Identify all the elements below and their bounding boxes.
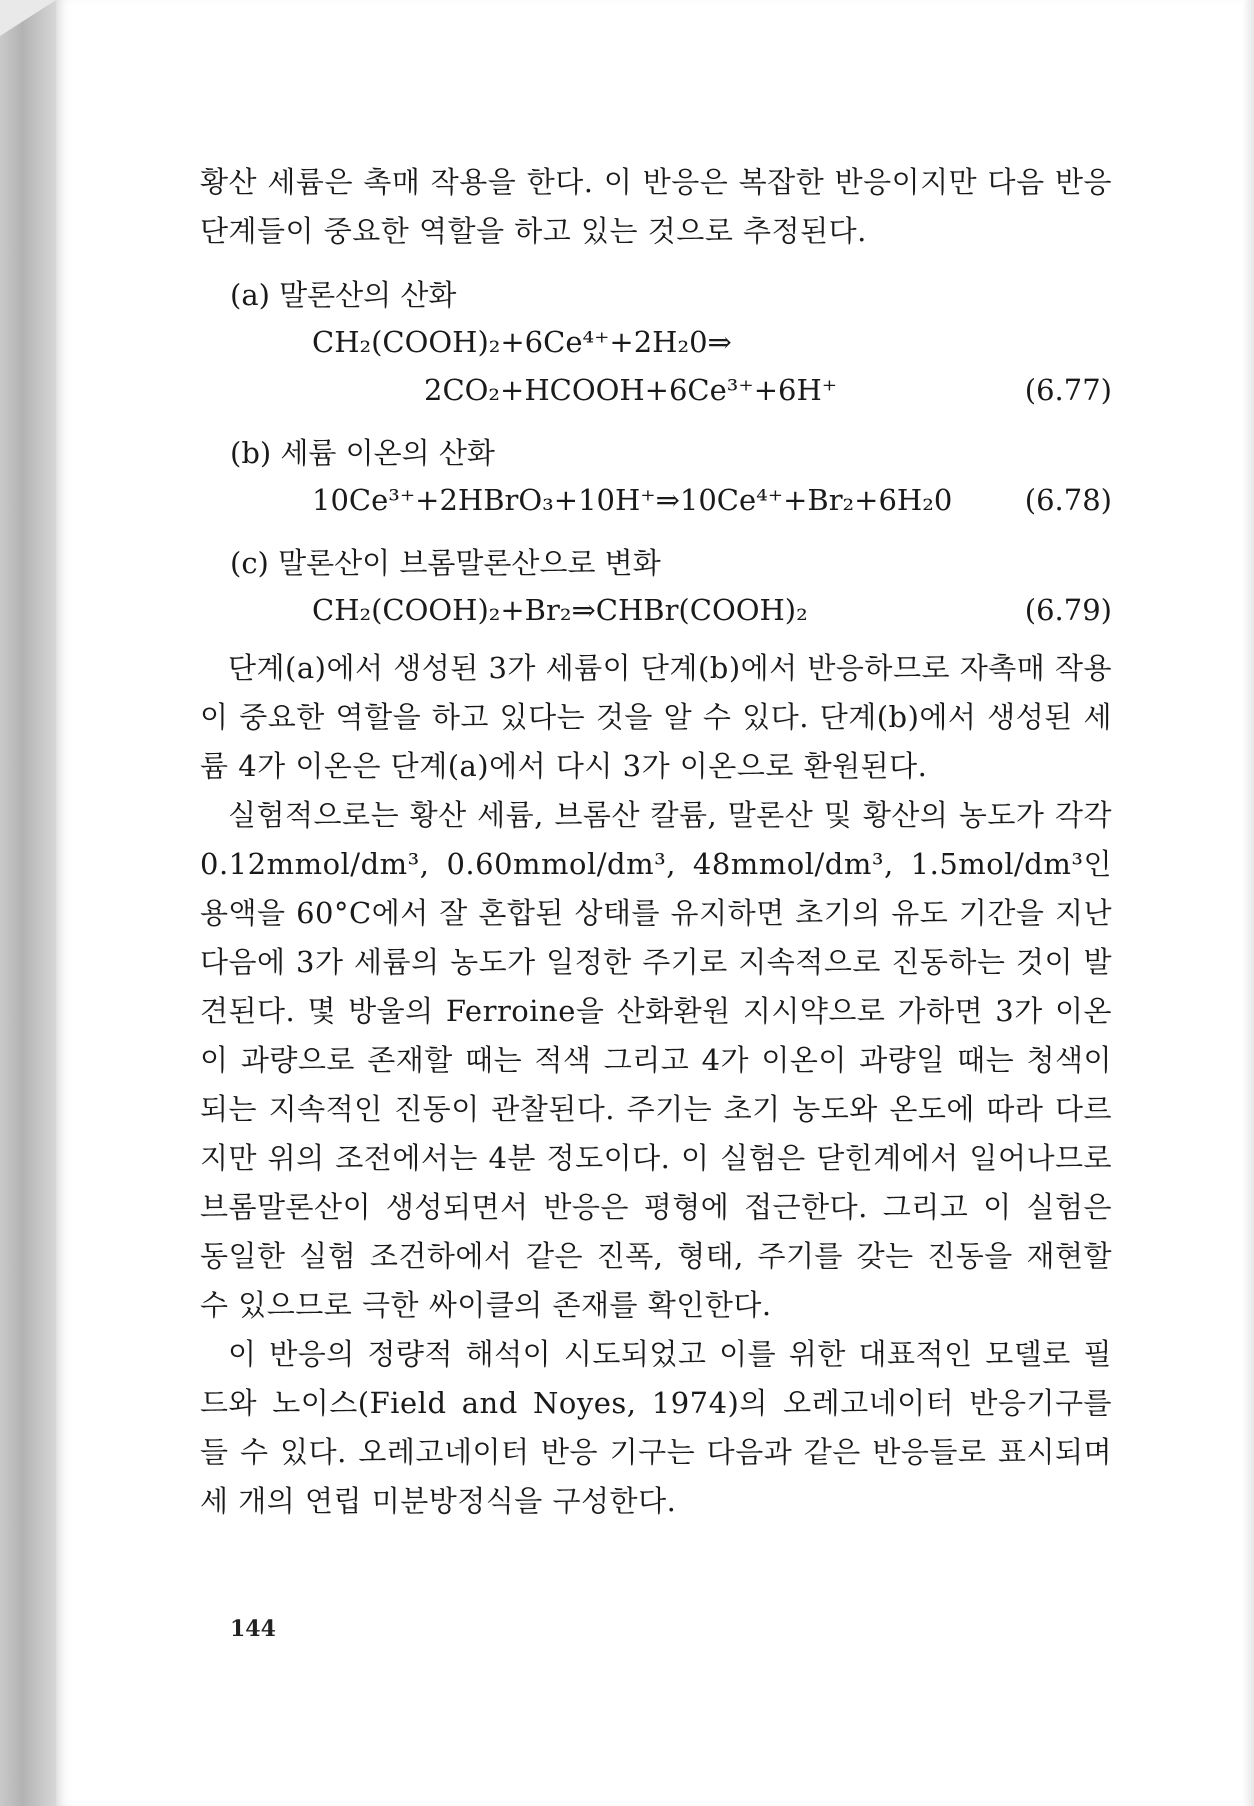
equation-number: (6.77) bbox=[1024, 373, 1112, 407]
reaction-step-c bbox=[200, 540, 1112, 634]
reaction-step-b bbox=[200, 430, 1112, 524]
equation-number: (6.78) bbox=[1024, 483, 1112, 517]
step-label: (c) 말론산이 브롬말론산으로 변화 bbox=[230, 546, 661, 580]
reaction-step-a bbox=[200, 272, 1112, 414]
body-paragraph: 이 반응의 정량적 해석이 시도되었고 이를 위한 대표적인 모델로 필드와 노이스(Field and Noyes, 1974)의 오레고네이터 반응기구를 들 수 있다. 오레고네이터 반응 기구는 다음과 같은 반응들로 표시되며 세 개의 연립 미분방정식을 구성한다. bbox=[200, 1337, 1112, 1518]
equation-text: CH₂(COOH)₂+Br₂⇒CHBr(COOH)₂ bbox=[312, 593, 808, 627]
page-content bbox=[200, 158, 1112, 1526]
equation-text: 10Ce³⁺+2HBrO₃+10H⁺⇒10Ce⁴⁺+Br₂+6H₂0 bbox=[312, 483, 953, 517]
step-label: (a) 말론산의 산화 bbox=[230, 278, 457, 312]
equation-line bbox=[200, 318, 1112, 366]
body-paragraph: 단계(a)에서 생성된 3가 세륨이 단계(b)에서 반응하므로 자촉매 작용이 중요한 역할을 하고 있다는 것을 알 수 있다. 단계(b)에서 생성된 세륨 4가 이온은 단계(a)에서 다시 3가 이온으로 환원된다. bbox=[200, 651, 1112, 783]
equation-text: CH₂(COOH)₂+6Ce⁴⁺+2H₂0⇒ bbox=[312, 325, 732, 359]
equation-line bbox=[200, 476, 1112, 524]
book-spine bbox=[0, 0, 56, 1806]
equation-number: (6.79) bbox=[1024, 593, 1112, 627]
body-paragraph: 실험적으로는 황산 세륨, 브롬산 칼륨, 말론산 및 황산의 농도가 각각 0.12mmol/dm³, 0.60mmol/dm³, 48mmol/dm³, 1.5mol/dm³인 용액을 60°C에서 잘 혼합된 상태를 유지하면 초기의 유도 기간을 지난 다음에 3가 세륨의 농도가 일정한 주기로 지속적으로 진동하는 것이 발견된다. 몇 방울의 Ferroine을 산화환원 지시약으로 가하면 3가 이온이 과량으로 존재할 때는 적색 그리고 4가 이온이 과량일 때는 청색이 되는 지속적인 진동이 관찰된다. 주기는 초기 농도와 온도에 따라 다르지만 위의 조전에서는 4분 정도이다. 이 실험은 닫힌계에서 일어나므로 브롬말론산이 생성되면서 반응은 평형에 접근한다. 그리고 이 실험은 동일한 실험 조건하에서 같은 진폭, 형태, 주기를 갖는 진동을 재현할 수 있으므로 극한 싸이클의 존재를 확인한다. bbox=[200, 798, 1112, 1322]
step-label: (b) 세륨 이온의 산화 bbox=[230, 436, 495, 470]
equation-line bbox=[200, 366, 1112, 414]
intro-paragraph: 황산 세륨은 촉매 작용을 한다. 이 반응은 복잡한 반응이지만 다음 반응 단계들이 중요한 역할을 하고 있는 것으로 추정된다. bbox=[200, 165, 1112, 248]
equation-line bbox=[200, 586, 1112, 634]
page-edge bbox=[1242, 0, 1254, 1806]
page-number: 144 bbox=[230, 1616, 276, 1642]
equation-text: 2CO₂+HCOOH+6Ce³⁺+6H⁺ bbox=[424, 373, 838, 407]
